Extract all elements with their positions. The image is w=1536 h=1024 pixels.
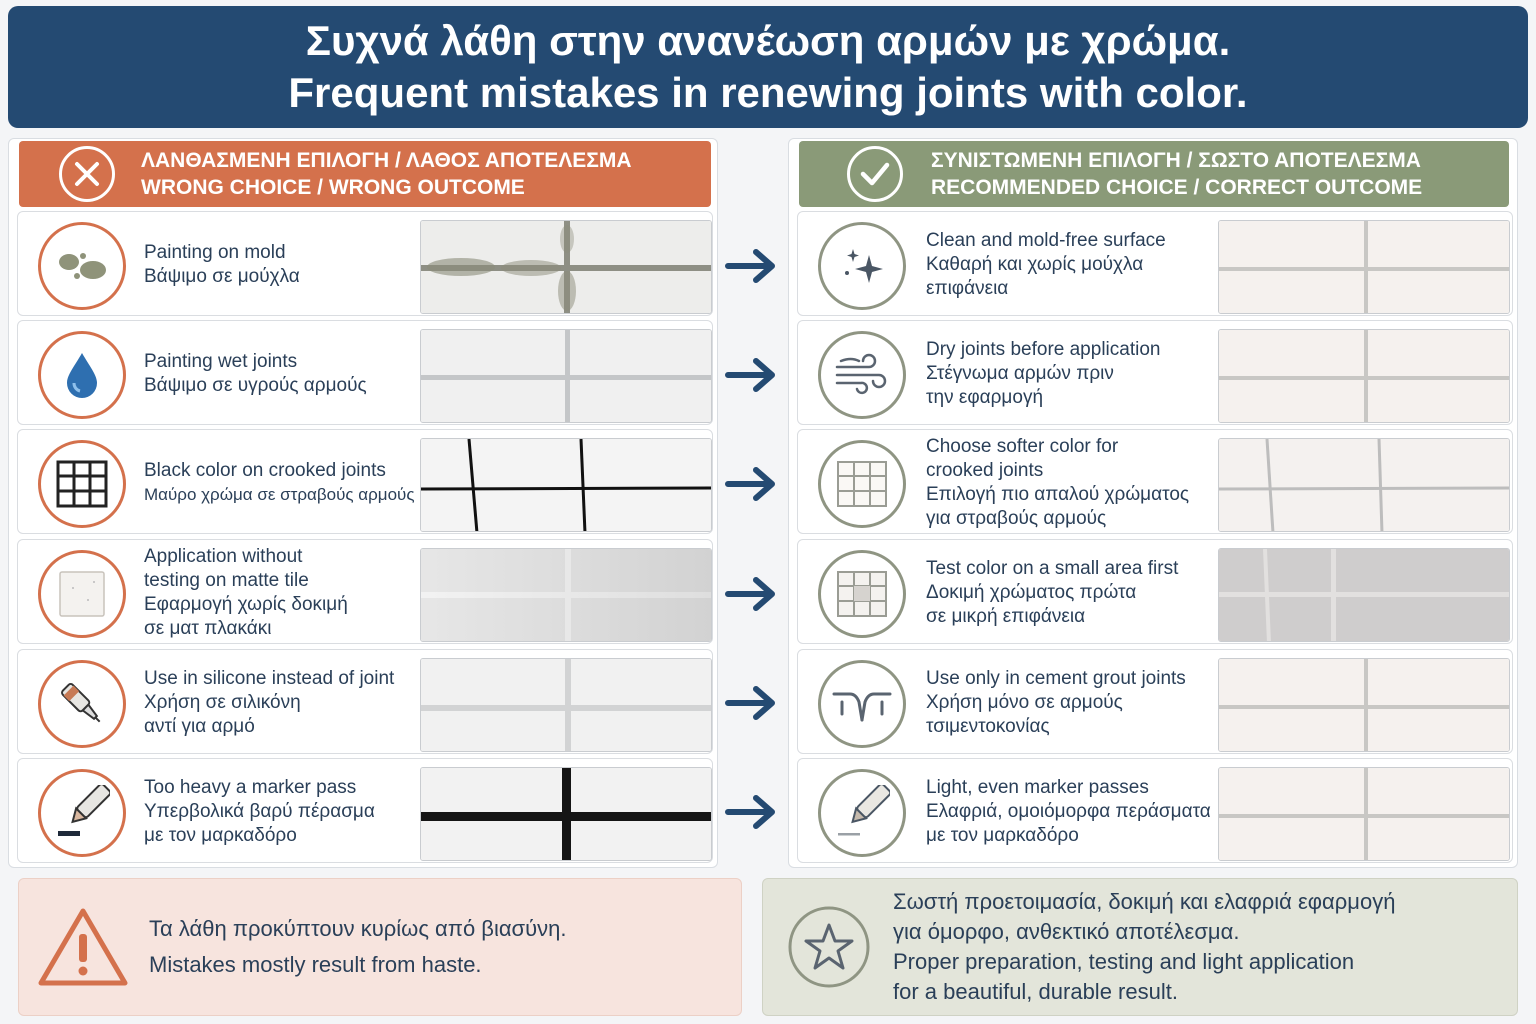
title-banner: [8, 6, 1528, 128]
arrow-right-icon: [724, 355, 780, 395]
wrong-row-heavy-marker: [17, 758, 713, 863]
wrong-head-line2: WRONG CHOICE / WRONG OUTCOME: [141, 176, 525, 199]
correct-row-dry: [797, 320, 1513, 425]
correct-head-line1: ΣΥΝΙΣΤΩΜΕΝΗ ΕΠΙΛΟΓΗ / ΣΩΣΤΟ ΑΠΟΤΕΛΕΣΜΑ: [931, 149, 1421, 172]
silicone-tube-icon: [38, 660, 126, 748]
light-marker-icon: [818, 769, 906, 857]
row-text-gr: Επιλογή πιο απαλού χρώματος: [926, 483, 1190, 505]
black-joints-tile-image: [420, 438, 712, 532]
row-text: [144, 650, 424, 755]
row-text-gr: Δοκιμή χρώματος πρώτα: [926, 581, 1137, 603]
row-text-en: Painting on mold: [144, 241, 286, 263]
arrow-right-icon: [724, 574, 780, 614]
row-text-gr: Χρήση μόνο σε αρμούς: [926, 691, 1123, 713]
correct-row-clean: [797, 211, 1513, 316]
dry-tile-image: [1218, 329, 1510, 423]
row-text-gr-2: τσιμεντοκονίας: [926, 715, 1050, 737]
wrong-row-mold: [17, 211, 713, 316]
softer-joints-tile-image: [1218, 438, 1510, 532]
row-text-en: Choose softer color for: [926, 435, 1119, 457]
test-area-tile-image: [1218, 548, 1510, 642]
test-grid-icon: [818, 550, 906, 638]
check-circle-icon: [847, 146, 903, 202]
row-text-gr-2: για στραβούς αρμούς: [926, 507, 1107, 529]
wrong-row-crooked: [17, 429, 713, 534]
row-text-en: Application without: [144, 545, 303, 567]
success-note: [762, 878, 1518, 1016]
cement-grout-tile-image: [1218, 658, 1510, 752]
matte-tile-icon: [38, 550, 126, 638]
silicone-tile-image: [420, 658, 712, 752]
row-text-gr-2: σε ματ πλακάκι: [144, 617, 272, 639]
row-text-gr-2: με τον μαρκαδόρο: [926, 824, 1079, 846]
row-text-gr-2: αντί για αρμό: [144, 715, 255, 737]
correct-row-softer: [797, 429, 1513, 534]
row-text-en: Too heavy a marker pass: [144, 776, 357, 798]
row-text-gr: Βάψιμο σε υγρούς αρμούς: [144, 374, 367, 396]
tile-grid-icon: [818, 440, 906, 528]
heavy-marker-tile-image: [420, 767, 712, 861]
warning-line-gr: Τα λάθη προκύπτουν κυρίως από βιασύνη.: [149, 916, 567, 941]
arrow-right-icon: [724, 246, 780, 286]
warning-triangle-icon: [37, 906, 129, 988]
wrong-row-matte: [17, 539, 713, 644]
mold-tile-image: [420, 220, 712, 314]
row-text-gr: Ελαφριά, ομοιόμορφα περάσματα: [926, 800, 1211, 822]
title-english: Frequent mistakes in renewing joints with color.: [288, 69, 1248, 116]
row-text-gr-2: την εφαρμογή: [926, 386, 1044, 408]
wrong-row-silicone: [17, 649, 713, 754]
row-text: [144, 430, 424, 535]
row-text-gr: Βάψιμο σε μούχλα: [144, 265, 300, 287]
row-text-gr: Στέγνωμα αρμών πριν: [926, 362, 1114, 384]
arrow-right-icon: [724, 464, 780, 504]
row-text-en: Use in silicone instead of joint: [144, 667, 395, 689]
row-text: [926, 430, 1216, 535]
row-text: [144, 212, 424, 317]
correct-row-cement: [797, 649, 1513, 754]
row-text: [926, 212, 1216, 317]
row-text-gr-2: σε μικρή επιφάνεια: [926, 605, 1086, 627]
row-text-en: Dry joints before application: [926, 338, 1161, 360]
heavy-marker-icon: [38, 769, 126, 857]
clean-tile-image: [1218, 220, 1510, 314]
mold-spots-icon: [38, 222, 126, 310]
row-text: [144, 321, 424, 426]
light-marker-tile-image: [1218, 767, 1510, 861]
warning-note: [18, 878, 742, 1016]
row-text-en: Use only in cement grout joints: [926, 667, 1186, 689]
row-text: [926, 321, 1216, 426]
row-text-en: Light, even marker passes: [926, 776, 1149, 798]
success-line2: για όμορφο, ανθεκτικό αποτέλεσμα.: [893, 919, 1240, 944]
row-text-gr: Μαύρο χρώμα σε στραβούς αρμούς: [144, 484, 415, 504]
warning-line-en: Mistakes mostly result from haste.: [149, 952, 482, 977]
correct-choice-header: [799, 141, 1509, 207]
x-circle-icon: [59, 146, 115, 202]
row-text: [926, 650, 1216, 755]
wrong-choice-panel: [8, 138, 718, 868]
row-text: [926, 540, 1216, 645]
correct-row-light-marker: [797, 758, 1513, 863]
success-line3: Proper preparation, testing and light application: [893, 949, 1355, 974]
row-text-gr: Χρήση σε σιλικόνη: [144, 691, 301, 713]
wrong-row-wet: [17, 320, 713, 425]
star-circle-icon: [787, 905, 871, 989]
title-greek: Συχνά λάθη στην ανανέωση αρμών με χρώμα.: [305, 17, 1231, 64]
row-text-gr-2: με τον μαρκαδόρο: [144, 824, 297, 846]
success-line4: for a beautiful, durable result.: [893, 979, 1178, 1004]
tile-grid-icon: [38, 440, 126, 528]
row-text-gr: Υπερβολικά βαρύ πέρασμα: [144, 800, 375, 822]
row-text-en-2: crooked joints: [926, 459, 1044, 481]
row-text-gr: Καθαρή και χωρίς μούχλα: [926, 253, 1144, 275]
row-text: [144, 540, 424, 645]
air-flow-icon: [818, 331, 906, 419]
sparkle-icon: [818, 222, 906, 310]
row-text: [926, 759, 1216, 864]
row-text: [144, 759, 424, 864]
correct-head-line2: RECOMMENDED CHOICE / CORRECT OUTCOME: [931, 176, 1423, 199]
row-text-gr: Εφαρμογή χωρίς δοκιμή: [144, 593, 348, 615]
matte-tile-image: [420, 548, 712, 642]
row-text-en: Clean and mold-free surface: [926, 229, 1166, 251]
row-text-en-2: testing on matte tile: [144, 569, 309, 591]
wrong-choice-header: [19, 141, 711, 207]
correct-row-test: [797, 539, 1513, 644]
row-text-en: Black color on crooked joints: [144, 459, 386, 481]
row-text-en: Painting wet joints: [144, 350, 298, 372]
grout-joint-icon: [818, 660, 906, 748]
wet-tile-image: [420, 329, 712, 423]
row-text-gr-2: επιφάνεια: [926, 277, 1009, 299]
success-line1: Σωστή προετοιμασία, δοκιμή και ελαφριά εφαρμογή: [893, 889, 1396, 914]
arrow-right-icon: [724, 792, 780, 832]
correct-choice-panel: [788, 138, 1518, 868]
water-drop-icon: [38, 331, 126, 419]
row-text-en: Test color on a small area first: [926, 557, 1179, 579]
wrong-head-line1: ΛΑΝΘΑΣΜΕΝΗ ΕΠΙΛΟΓΗ / ΛΑΘΟΣ ΑΠΟΤΕΛΕΣΜΑ: [141, 149, 632, 172]
arrow-right-icon: [724, 683, 780, 723]
